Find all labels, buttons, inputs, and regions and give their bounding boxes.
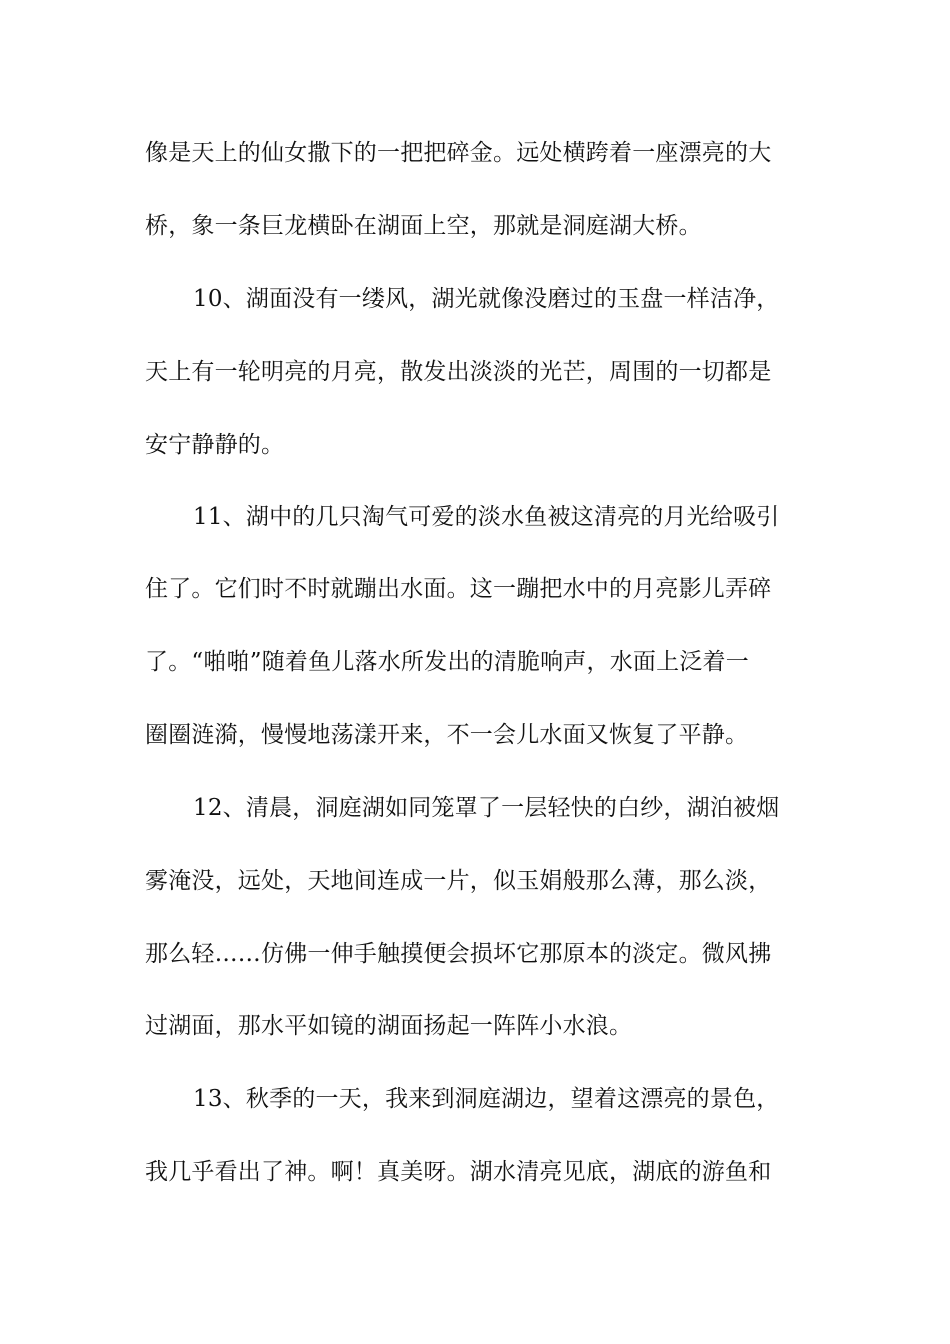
- text-line: 像是天上的仙女撒下的一把把碎金。远处横跨着一座漂亮的大: [145, 140, 772, 166]
- paragraph-start-line: 12、清晨，洞庭湖如同笼罩了一层轻快的白纱，湖泊被烟: [193, 795, 780, 821]
- text-line: 安宁静静的。: [145, 432, 285, 458]
- text-line: 那么轻……仿佛一伸手触摸便会损坏它那原本的淡定。微风拂: [145, 941, 772, 967]
- text-line: 了。“啪啪”随着鱼儿落水所发出的清脆响声，水面上泛着一: [145, 649, 749, 675]
- text-line: 圈圈涟漪，慢慢地荡漾开来，不一会儿水面又恢复了平静。: [145, 722, 749, 748]
- paragraph-start-line: 11、湖中的几只淘气可爱的淡水鱼被这清亮的月光给吸引: [193, 504, 780, 530]
- paragraph-start-line: 13、秋季的一天，我来到洞庭湖边，望着这漂亮的景色，: [193, 1086, 780, 1112]
- text-line: 我几乎看出了神。啊！真美呀。湖水清亮见底，湖底的游鱼和: [145, 1159, 772, 1185]
- text-line: 雾淹没，远处，天地间连成一片，似玉娟般那么薄，那么淡，: [145, 868, 772, 894]
- text-line: 过湖面，那水平如镜的湖面扬起一阵阵小水浪。: [145, 1013, 633, 1039]
- text-line: 住了。它们时不时就蹦出水面。这一蹦把水中的月亮影儿弄碎: [145, 576, 772, 602]
- paragraph-start-line: 10、湖面没有一缕风，湖光就像没磨过的玉盘一样洁净，: [193, 286, 780, 312]
- text-line: 桥，象一条巨龙横卧在湖面上空，那就是洞庭湖大桥。: [145, 213, 702, 239]
- text-line: 天上有一轮明亮的月亮，散发出淡淡的光芒，周围的一切都是: [145, 359, 772, 385]
